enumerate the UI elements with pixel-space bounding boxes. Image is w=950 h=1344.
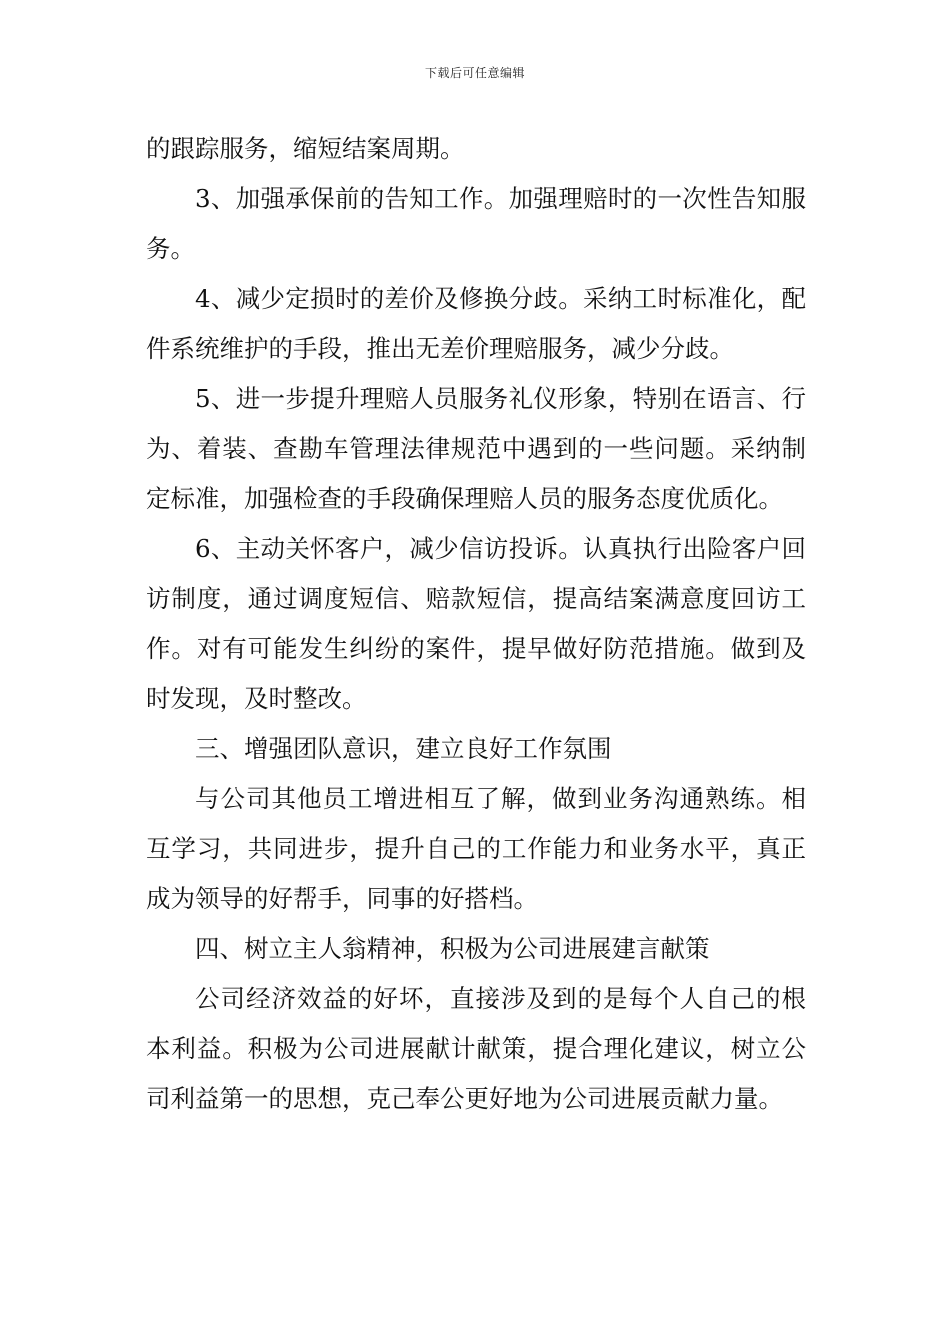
- page-header: 下载后可任意编辑: [424, 66, 525, 80]
- paragraph-7: 公司经济效益的好坏，直接涉及到的是每个人自己的根本利益。积极为公司进展献计献策，提合理化建议，树立公司利益第一的思想，克己奉公更好地为公司进展贡献力量。: [146, 984, 806, 1113]
- paragraph-3: 4、减少定损时的差价及修换分歧。采纳工时标准化，配件系统维护的手段，推出无差价理赔服务，减少分歧。: [146, 284, 806, 363]
- section-heading-3: 三、增强团队意识，建立良好工作氛围: [195, 734, 612, 763]
- paragraph-1: 的跟踪服务，缩短结案周期。: [146, 134, 465, 163]
- paragraph-6: 与公司其他员工增进相互了解，做到业务沟通熟练。相互学习，共同进步，提升自己的工作能力和业务水平，真正成为领导的好帮手，同事的好搭档。: [146, 784, 806, 913]
- document-body: [146, 124, 806, 1124]
- paragraph-5: 6、主动关怀客户，减少信访投诉。认真执行出险客户回访制度，通过调度短信、赔款短信，提高结案满意度回访工作。对有可能发生纠纷的案件，提早做好防范措施。做到及时发现，及时整改。: [146, 534, 806, 713]
- section-heading-4: 四、树立主人翁精神，积极为公司进展建言献策: [195, 934, 710, 963]
- paragraph-2: 3、加强承保前的告知工作。加强理赔时的一次性告知服务。: [146, 184, 806, 263]
- paragraph-4: 5、进一步提升理赔人员服务礼仪形象，特别在语言、行为、着装、查勘车管理法律规范中遇到的一些问题。采纳制定标准，加强检查的手段确保理赔人员的服务态度优质化。: [146, 384, 806, 513]
